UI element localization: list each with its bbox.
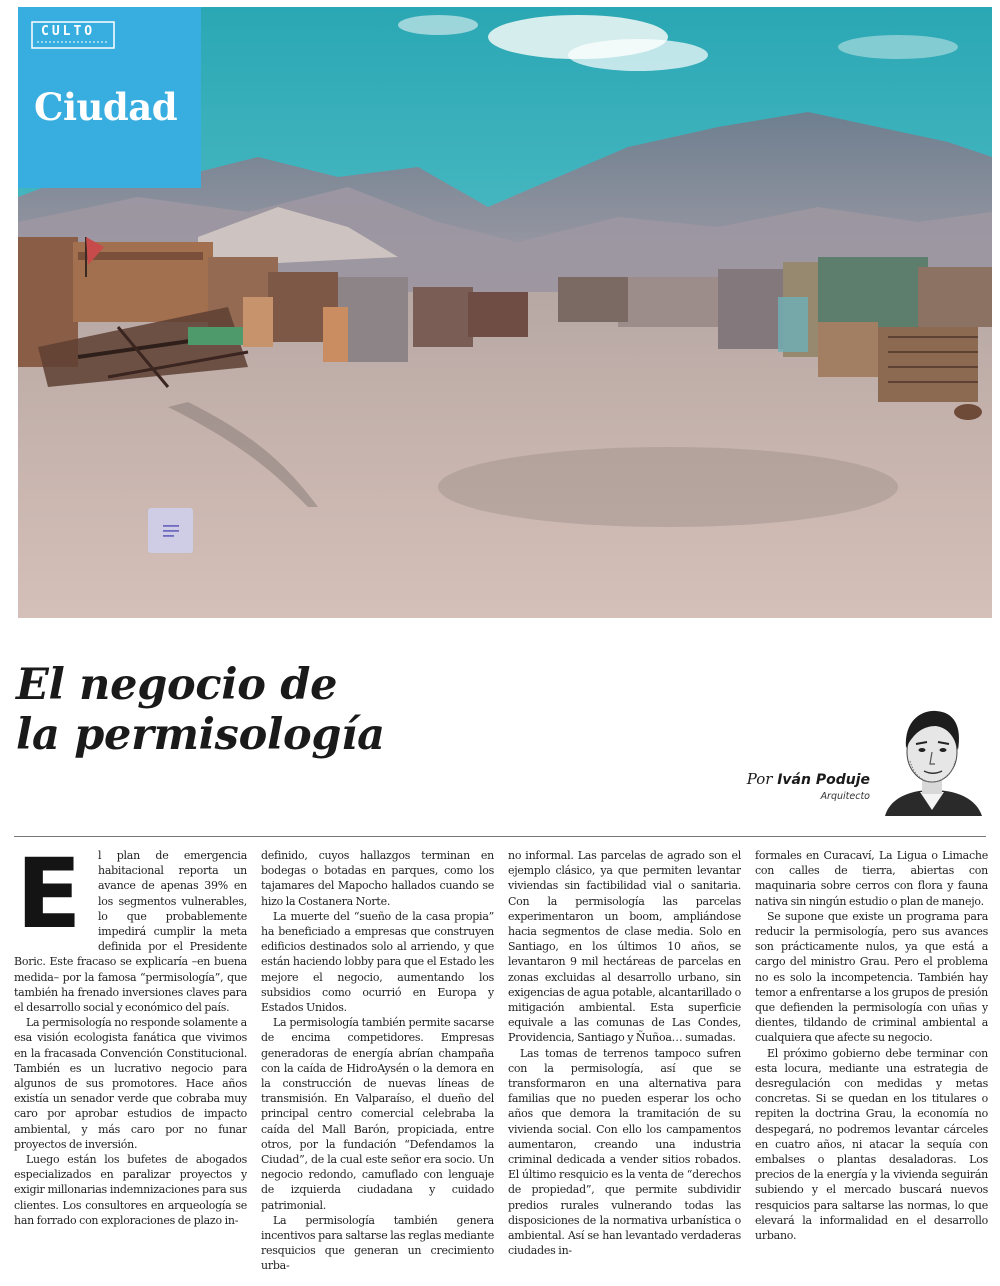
byline-author bbox=[747, 770, 870, 788]
paragraph: La permisología también permite sacarse de encima competidores. Empresas generadoras de energía abrían champaña con la caída de HidroAysén o la demora en la construcción de nuevas líneas de transmisión. En Valparaíso, el dueño del principal centro comercial celebraba la caída del Mall Barón, propiciada, entre otros, por la fundación “Defendamos la Ciudad”, de la cual este señor era socio. Un negocio redondo, camuflado con lenguaje de izquierda ciudadana y cuidado patrimonial. bbox=[261, 1016, 494, 1212]
menu-lines-icon bbox=[161, 524, 181, 538]
paragraph: definido, cuyos hallazgos terminan en bodegas o botadas en parques, como los tajamares del Mapocho hallados cuando se hizo la Costanera Norte. bbox=[261, 849, 494, 908]
headline-line-2: la permisología bbox=[16, 710, 385, 760]
paragraph: formales en Curacaví, La Ligua o Limache con calles de tierra, abiertas con maquinaria sobre cerros con flora y fauna nativa sin ningún estudio o plan de manejo. bbox=[755, 849, 988, 908]
article-body bbox=[14, 848, 988, 1278]
paragraph: Se supone que existe un programa para reducir la permisología, pero sus avances son prácticamente nulos, ya que está a cargo del ministro Grau. Pero el problema no es solo la incompetencia. También hay temor a enfrentarse a los grupos de presión que defienden la permisología con uñas y dientes, tildando de criminal ambiental a cualquiera que afecte su negocio. bbox=[755, 909, 988, 1045]
paragraph: La muerte del “sueño de la casa propia” ha beneficiado a empresas que construyen edificios destinados solo al arriendo, y que están haciendo lobby para que el Estado les mejore el negocio, aumentando los subsidios como ocurrió en Europa y Estados Unidos. bbox=[261, 909, 494, 1015]
paragraph: l plan de emergencia habitacional reporta un avance de apenas 39% en los segmentos vulnerables, lo que probablemente impedirá cumplir la meta definida por el Presidente Boric. Este fracaso se explicaría –en buena medida– por la famosa “permisología”, que también ha frenado inversiones claves para el desarrollo social y económico del país. bbox=[14, 849, 247, 1015]
byline-prefix: Por bbox=[746, 770, 773, 788]
headline-line-1: El negocio de bbox=[16, 660, 338, 710]
paragraph: La permisología no responde solamente a esa visión ecologista fanática que vivimos en la fracasada Convención Constitucional. También es un lucrativo negocio para algunos de sus promotores. Hace años existía un senador verde que cobraba muy caro por aprobar estudios de impacto ambiental, y más caro por no funar proyectos de inversión. bbox=[14, 1016, 247, 1151]
author-portrait bbox=[880, 706, 985, 816]
column-2 bbox=[261, 848, 494, 1278]
section-title: Ciudad bbox=[34, 85, 178, 129]
menu-button[interactable] bbox=[148, 508, 193, 553]
paragraph: Luego están los bufetes de abogados especializados en paralizar proyectos y exigir millonarias indemnizaciones para sus clientes. Los consultores en arqueología se han forrado con exploraciones de plazo in- bbox=[14, 1153, 247, 1227]
culto-brand-tag[interactable] bbox=[31, 21, 115, 51]
section-label-box bbox=[18, 7, 201, 188]
column-1 bbox=[14, 848, 247, 1278]
author-role: Arquitecto bbox=[820, 791, 870, 802]
author-name[interactable]: Iván Poduje bbox=[777, 772, 870, 788]
byline bbox=[747, 770, 870, 802]
paragraph: La permisología también genera incentivos para saltarse las reglas mediante resquicios que generan un crecimiento urba- bbox=[261, 1213, 494, 1273]
column-4 bbox=[755, 848, 988, 1278]
article-headline bbox=[16, 660, 576, 760]
column-3 bbox=[508, 848, 741, 1278]
paragraph: no informal. Las parcelas de agrado son el ejemplo clásico, ya que permiten levantar viviendas sin factibilidad vial o sanitaria. Con la permisología las parcelas experimentaron un boom, ampliándose hacia segmentos de clase media. Solo en Santiago, en los últimos 10 años, se levantaron 9 mil hectáreas de parcelas en zonas excluidas al desarrollo urbano, sin exigencias de agua potable, alcantarillado o mitigación ambiental. Esta superficie equivale a las comunas de Las Condes, Providencia, Santiago y Ñuñoa… sumadas. bbox=[508, 849, 741, 1045]
dropcap bbox=[14, 848, 90, 950]
section-divider bbox=[14, 836, 986, 837]
paragraph: Las tomas de terrenos tampoco sufren con la permisología, así que se transformaron en una alternativa para familias que no pueden esperar los ocho años que demora la tramitación de su vivienda social. Con ello los campamentos aumentaron, creando una industria criminal dedicada a vender sitios robados. El último resquicio es la venta de “derechos de propiedad”, que permite subdividir predios rurales vulnerando todas las disposiciones de la normativa urbanística o ambiental. Así se han levantado verdaderas ciudades in- bbox=[508, 1046, 741, 1258]
paragraph: El próximo gobierno debe terminar con esta locura, mediante una estrategia de desregulación con medidas y metas concretas. Si se quedan en los titulares o repiten la doctrina Grau, la economía no despegará, no podremos levantar cárceles en cuatro años, ni atacar la sequía con embalses o plantas desaladoras. Los precios de la energía y la vivienda seguirán subiendo y el mercado buscará nuevos resquicios para saltarse las normas, lo que elevará la informalidad en el desarrollo urbano. bbox=[755, 1046, 988, 1243]
dropcap-letter: E bbox=[16, 848, 82, 950]
culto-brand-text: CULTO bbox=[41, 24, 96, 39]
